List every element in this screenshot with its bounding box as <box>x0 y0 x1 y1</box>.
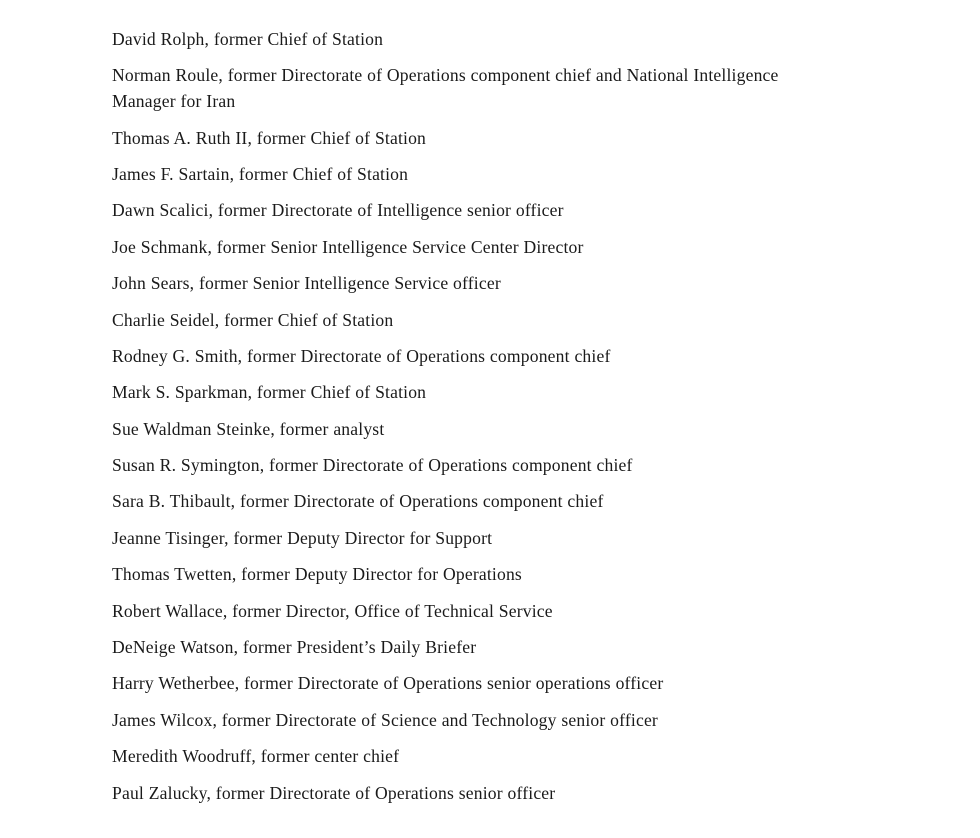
list-item: Meredith Woodruff, former center chief <box>112 746 400 767</box>
list-item: Harry Wetherbee, former Directorate of Operations senior operations officer <box>112 673 664 694</box>
list-item: James F. Sartain, former Chief of Station <box>112 163 409 184</box>
list-item: John Sears, former Senior Intelligence Service officer <box>112 273 501 294</box>
list-item: Jeanne Tisinger, former Deputy Director for Support <box>112 527 493 548</box>
list-item: Thomas Twetten, former Deputy Director for Operations <box>112 564 522 585</box>
list-item: Mark S. Sparkman, former Chief of Station <box>112 382 427 403</box>
list-item: Paul Zalucky, former Directorate of Operations senior officer <box>112 782 556 803</box>
list-item: Sue Waldman Steinke, former analyst <box>112 418 385 439</box>
list-item: Sara B. Thibault, former Directorate of Operations component chief <box>112 491 604 512</box>
list-item: Joe Schmank, former Senior Intelligence Service Center Director <box>112 236 584 257</box>
signatory-list <box>112 27 802 806</box>
list-item: James Wilcox, former Directorate of Science and Technology senior officer <box>112 709 658 730</box>
list-item: David Rolph, former Chief of Station <box>112 29 384 49</box>
list-item: Robert Wallace, former Director, Office of Technical Service <box>112 600 553 621</box>
list-item: Thomas A. Ruth II, former Chief of Station <box>112 127 427 148</box>
list-item: Norman Roule, former Directorate of Operations component chief and National Intelligence Manager for Iran <box>112 65 779 112</box>
list-item: Rodney G. Smith, former Directorate of Operations component chief <box>112 345 611 366</box>
list-item: Susan R. Symington, former Directorate of Operations component chief <box>112 455 633 476</box>
list-item: Dawn Scalici, former Directorate of Intelligence senior officer <box>112 200 564 221</box>
list-item: Charlie Seidel, former Chief of Station <box>112 309 394 330</box>
list-item: DeNeige Watson, former President’s Daily Briefer <box>112 637 477 658</box>
